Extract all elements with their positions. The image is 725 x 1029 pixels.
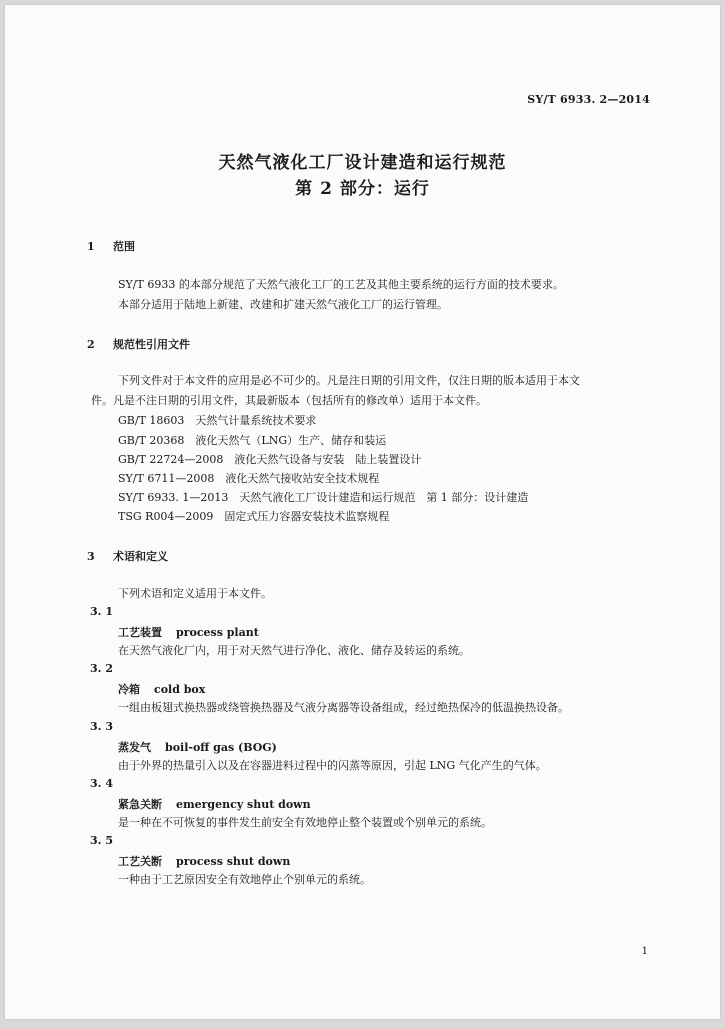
term-zh: 工艺装置 [118,626,162,639]
term-entry [118,853,290,869]
term-zh: 蒸发气 [118,741,151,754]
document-subtitle: 第 2 部分：运行 [295,179,430,199]
term-entry [118,681,205,697]
term-en: boil-off gas (BOG) [165,741,277,754]
term-definition: 在天然气液化厂内，用于对天然气进行净化、液化、储存及转运的系统。 [118,644,470,657]
section-title: 范围 [113,240,135,253]
term-definition: 是一种在不可恢复的事件发生前安全有效地停止整个装置或个别单元的系统。 [118,816,492,829]
standard-code: SY/T 6933. 2—2014 [527,93,650,106]
page-number: 1 [641,946,648,957]
reference-item: GB/T 18603 天然气计量系统技术要求 [118,414,317,427]
term-definition: 一组由板翅式换热器或绕管换热器及气液分离器等设备组成，经过绝热保冷的低温换热设备。 [118,701,569,714]
section-2-intro: 下列文件对于本文件的应用是必不可少的。凡是注日期的引用文件，仅注日期的版本适用于本文 [118,374,580,387]
term-entry [118,739,277,755]
reference-item: SY/T 6711—2008 液化天然气接收站安全技术规程 [118,472,380,485]
section-number: 2 [87,338,95,351]
term-definition: 由于外界的热量引入以及在容器进料过程中的闪蒸等原因，引起 LNG 气化产生的气体。 [118,759,547,772]
term-definition: 一种由于工艺原因安全有效地停止个别单元的系统。 [118,873,371,886]
term-en: emergency shut down [176,798,311,811]
term-number: 3. 5 [90,834,113,847]
term-zh: 工艺关断 [118,855,162,868]
section-title: 规范性引用文件 [113,338,190,351]
term-number: 3. 3 [90,720,113,733]
section-3-intro: 下列术语和定义适用于本文件。 [118,587,272,600]
reference-item: TSG R004—2009 固定式压力容器安装技术监察规程 [118,510,390,523]
section-1-heading [87,238,135,254]
document-title: 天然气液化工厂设计建造和运行规范 [218,153,507,173]
term-en: cold box [154,683,206,696]
section-title: 术语和定义 [113,550,168,563]
document-page [5,5,720,1019]
term-number: 3. 4 [90,777,113,790]
section-2-intro: 件。凡是不注日期的引用文件，其最新版本（包括所有的修改单）适用于本文件。 [91,394,487,407]
term-zh: 冷箱 [118,683,140,696]
section-number: 3 [87,550,95,563]
term-number: 3. 2 [90,662,113,675]
section-3-heading [87,548,168,564]
term-number: 3. 1 [90,605,113,618]
term-zh: 紧急关断 [118,798,162,811]
reference-item: GB/T 22724—2008 液化天然气设备与安装 陆上装置设计 [118,453,422,466]
term-en: process shut down [176,855,291,868]
section-number: 1 [87,240,95,253]
term-en: process plant [176,626,259,639]
section-1-paragraph: 本部分适用于陆地上新建、改建和扩建天然气液化工厂的运行管理。 [118,298,448,311]
reference-item: GB/T 20368 液化天然气（LNG）生产、储存和装运 [118,434,387,447]
reference-item: SY/T 6933. 1—2013 天然气液化工厂设计建造和运行规范 第 1 部分：设计建造 [118,491,529,504]
section-1-paragraph: SY/T 6933 的本部分规范了天然气液化工厂的工艺及其他主要系统的运行方面的技术要求。 [118,278,564,291]
section-2-heading [87,336,190,352]
term-entry [118,796,311,812]
term-entry [118,624,259,640]
